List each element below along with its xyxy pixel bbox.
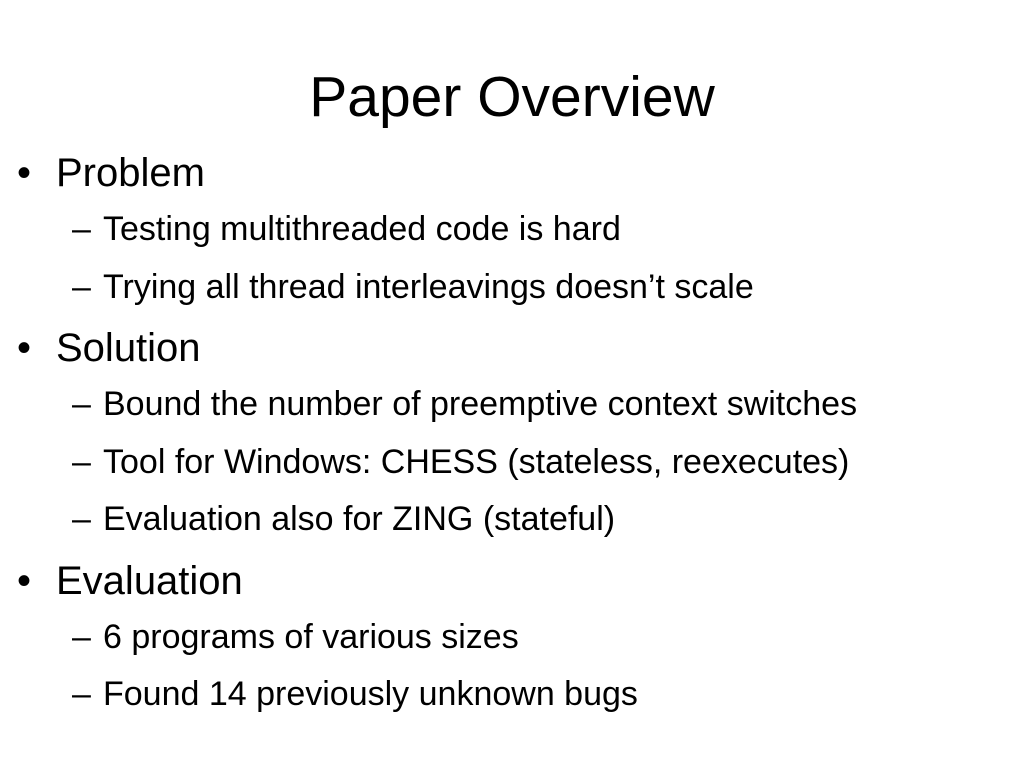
sub-bullet-text: Testing multithreaded code is hard: [103, 210, 621, 248]
sub-bullet-text: Found 14 previously unknown bugs: [103, 675, 638, 713]
dash-icon: –: [72, 675, 91, 713]
sub-bullet: [0, 201, 1024, 259]
bullet-label: Problem: [56, 151, 205, 195]
bullet-list: [0, 145, 1024, 724]
sub-bullet: [0, 609, 1024, 667]
bullet-label: Solution: [56, 326, 201, 370]
sub-bullet-text: 6 programs of various sizes: [103, 617, 519, 656]
slide-title: Paper Overview: [309, 65, 715, 129]
bullet-dot-icon: •: [17, 558, 32, 603]
sub-bullet: [0, 666, 1024, 724]
sub-bullet-text: Bound the number of preemptive context switches: [103, 385, 858, 423]
bullet-dot-icon: •: [17, 326, 32, 370]
bullet-evaluation: [0, 553, 1024, 609]
bullet-solution: [0, 320, 1024, 376]
sub-bullet: [0, 434, 1024, 492]
dash-icon: –: [72, 210, 91, 248]
dash-icon: –: [72, 385, 91, 423]
sub-bullet: [0, 376, 1024, 434]
sub-bullet-text: Trying all thread interleavings doesn’t scale: [103, 267, 754, 306]
sub-bullet-text: Evaluation also for ZING (stateful): [103, 500, 616, 538]
dash-icon: –: [72, 500, 91, 538]
bullet-dot-icon: •: [17, 151, 32, 195]
sub-bullet: [0, 259, 1024, 317]
sub-bullet: [0, 491, 1024, 549]
dash-icon: –: [72, 267, 91, 306]
bullet-label: Evaluation: [56, 558, 243, 603]
sub-bullet-text: Tool for Windows: CHESS (stateless, reexecutes): [103, 442, 850, 481]
dash-icon: –: [72, 442, 91, 481]
dash-icon: –: [72, 617, 91, 656]
bullet-problem: [0, 145, 1024, 201]
